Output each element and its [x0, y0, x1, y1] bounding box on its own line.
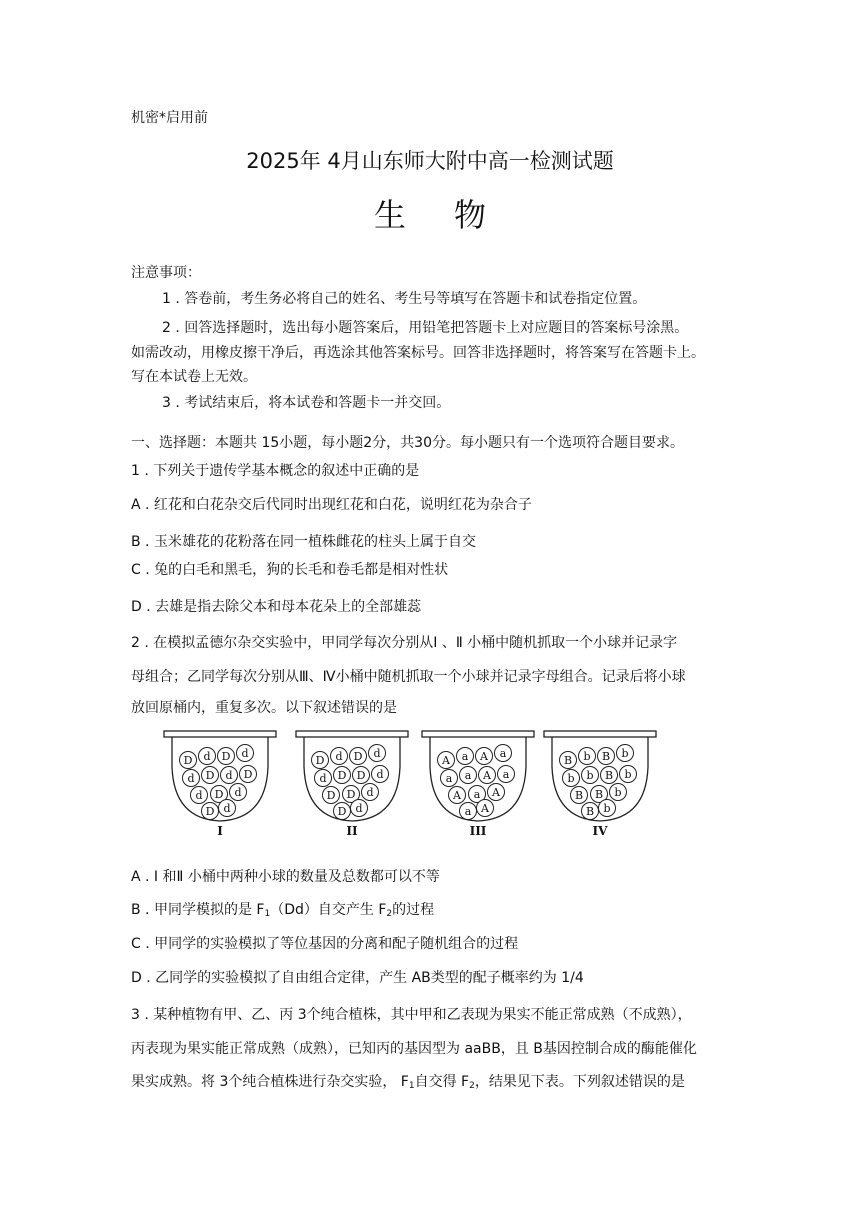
ball-letter: D — [205, 805, 215, 818]
ball-letter: A — [481, 802, 489, 815]
ball-letter: B — [563, 754, 573, 767]
bucket-label: I — [217, 824, 223, 838]
section-heading: 一、选择题：本题共 15小题，每小题2分，共30分。每小题只有一个选项符合题目要求。 — [131, 435, 684, 451]
bucket-label: II — [346, 824, 358, 838]
ball-letter: D — [356, 769, 366, 782]
question-2-option-c: C . 甲同学的实验模拟了等位基因的分离和配子随机组合的过程 — [131, 936, 519, 952]
bucket-III — [422, 731, 534, 838]
question-2-option-a: A . Ⅰ 和Ⅱ 小桶中两种小球的数量及总数都可以不等 — [131, 869, 440, 885]
ball-letter: D — [337, 769, 347, 782]
ball-letter: D — [326, 789, 336, 802]
question-1-option-d: D . 去雄是指去除父本和母本花朵上的全部雄蕊 — [131, 599, 422, 615]
ball-letter: a — [502, 768, 510, 781]
ball-letter: b — [621, 747, 629, 760]
ball-letter: b — [603, 802, 611, 815]
ball-letter: a — [499, 747, 507, 760]
note-item: 如需改动，用橡皮擦干净后，再选涂其他答案标号。回答非选择题时，将答案写在答题卡上。 — [131, 345, 705, 361]
note-item: 写在本试卷上无效。 — [131, 369, 257, 385]
ball-letter: B — [574, 789, 584, 802]
ball-letter: D — [315, 754, 325, 767]
ball-letter: d — [225, 769, 233, 782]
ball-letter: d — [376, 768, 384, 781]
ball-letter: A — [442, 754, 450, 767]
question-3-line: 果实成熟。将 3个纯合植株进行杂交实验， $F_1$自交得 $F_2$，结果见下表。下列叙述错误的是 — [131, 1074, 685, 1091]
subject-title: 生物 — [373, 196, 534, 234]
bucket-rim — [544, 731, 656, 737]
confidential-mark: 机密*启用前 — [131, 110, 208, 126]
ball-letter: a — [464, 769, 472, 782]
notes-heading: 注意事项： — [131, 265, 201, 281]
ball-letter: D — [183, 754, 193, 767]
ball-letter: a — [461, 750, 469, 763]
bucket-label: III — [469, 824, 487, 838]
question-1-option-b: B . 玉米雄花的花粉落在同一植株雌花的柱头上属于自交 — [131, 534, 476, 550]
ball-letter: d — [187, 772, 195, 785]
ball-letter: d — [335, 750, 343, 763]
ball-letter: b — [583, 750, 591, 763]
question-2-option-b: B . 甲同学模拟的是 $F_1(Dd)$自交产生 $F_2$的过程 — [131, 902, 435, 919]
ball-letter: d — [366, 786, 374, 799]
exam-title: 2025年 4月山东师大附中高一检测试题 — [246, 149, 614, 173]
ball-letter: d — [319, 772, 327, 785]
bucket-IV — [544, 731, 656, 838]
ball-letter: a — [464, 805, 472, 818]
ball-letter: D — [346, 788, 356, 801]
ball-letter: A — [492, 786, 500, 799]
ball-letter: d — [241, 747, 249, 760]
ball-letter: d — [355, 802, 363, 815]
ball-letter: d — [195, 789, 203, 802]
bucket-rim — [422, 731, 534, 737]
ball-letter: D — [243, 768, 253, 781]
ball-letter: D — [205, 769, 215, 782]
question-1-option-c: C . 兔的白毛和黑毛，狗的长毛和卷毛都是相对性状 — [131, 562, 449, 578]
bucket-label: IV — [592, 824, 608, 838]
bucket-figure — [160, 727, 660, 839]
ball-letter: D — [337, 805, 347, 818]
ball-letter: b — [567, 772, 575, 785]
note-item: 3 . 考试结束后，将本试卷和答题卡一并交回。 — [162, 395, 451, 411]
ball-letter: b — [624, 768, 632, 781]
note-item: 1 . 答卷前，考生务必将自己的姓名、考生号等填写在答题卡和试卷指定位置。 — [162, 291, 647, 307]
question-2-option-d: D . 乙同学的实验模拟了自由组合定律，产生 AB类型的配子概率约为 1/4 — [131, 970, 584, 986]
question-3-line: 3 . 某种植物有甲、乙、丙 3个纯合植株，其中甲和乙表现为果实不能正常成熟（不成熟）， — [131, 1007, 692, 1023]
ball-letter: a — [445, 772, 453, 785]
ball-letter: D — [221, 750, 231, 763]
bucket-I — [164, 731, 276, 838]
note-item: 2 . 回答选择题时，选出每小题答案后，用铅笔把答题卡上对应题目的答案标号涂黑。 — [162, 320, 689, 336]
ball-letter: B — [585, 805, 595, 818]
ball-letter: B — [594, 788, 604, 801]
ball-letter: d — [223, 802, 231, 815]
question-3-line: 丙表现为果实能正常成熟（成熟），已知丙的基因型为 aaBB，且 B基因控制合成的酶能催化 — [131, 1041, 697, 1057]
ball-letter: A — [480, 750, 488, 763]
ball-letter: D — [353, 750, 363, 763]
ball-letter: b — [614, 786, 622, 799]
ball-letter: B — [604, 769, 614, 782]
question-1-option-a: A . 红花和白花杂交后代同时出现红花和白花，说明红花为杂合子 — [131, 497, 532, 513]
ball-letter: B — [601, 750, 611, 763]
ball-letter: A — [483, 769, 491, 782]
ball-letter: d — [203, 750, 211, 763]
question-2-stem-line: 2 . 在模拟孟德尔杂交实验中，甲同学每次分别从Ⅰ 、Ⅱ 小桶中随机抓取一个小球并记录字 — [131, 635, 678, 651]
bucket-II — [296, 731, 408, 838]
ball-letter: D — [214, 788, 224, 801]
bucket-rim — [296, 731, 408, 737]
ball-letter: a — [473, 788, 481, 801]
question-2-stem-line: 母组合；乙同学每次分别从Ⅲ、Ⅳ小桶中随机抓取一个小球并记录字母组合。记录后将小球 — [131, 669, 686, 685]
ball-letter: A — [453, 789, 461, 802]
ball-letter: d — [373, 747, 381, 760]
ball-letter: b — [586, 769, 594, 782]
ball-letter: d — [234, 786, 242, 799]
bucket-rim — [164, 731, 276, 737]
question-1-stem: 1 . 下列关于遗传学基本概念的叙述中正确的是 — [131, 463, 420, 479]
question-2-stem-line: 放回原桶内，重复多次。以下叙述错误的是 — [131, 700, 397, 716]
